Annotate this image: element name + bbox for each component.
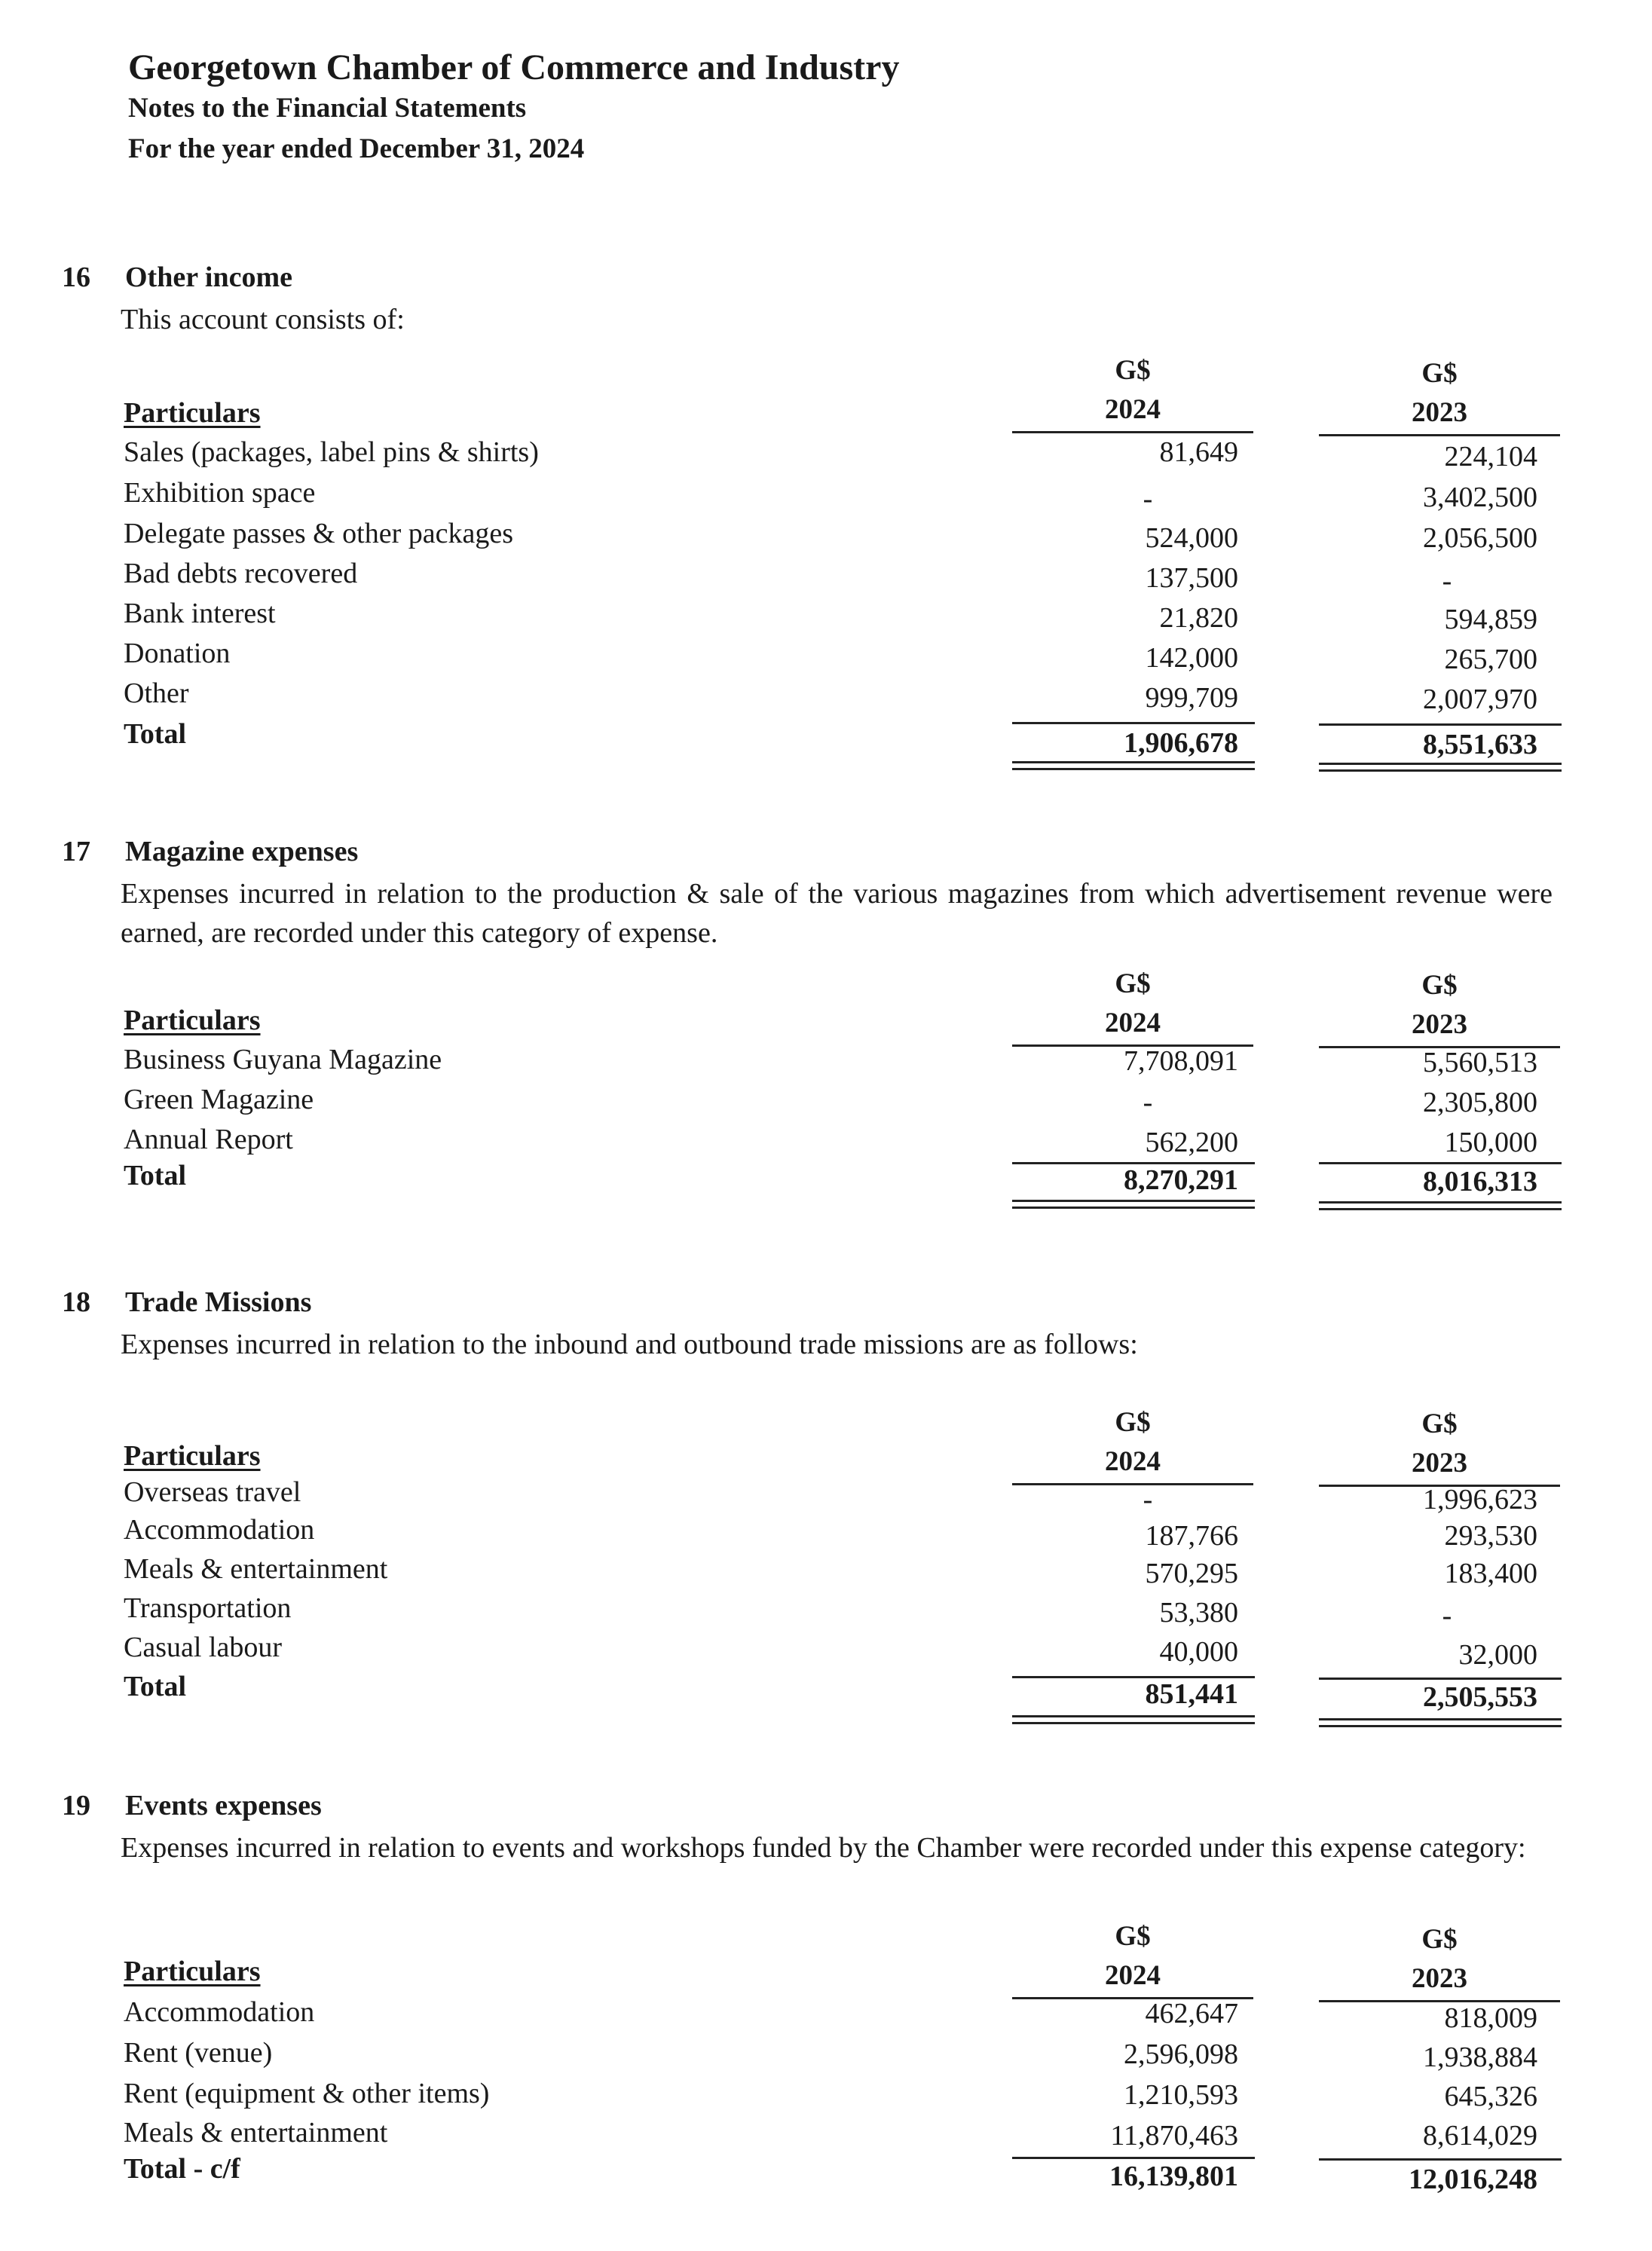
table-row — [0, 1083, 1652, 1123]
table-row — [0, 557, 1652, 597]
column-header-2024 — [1012, 1917, 1253, 1999]
value-2023: 8,614,029 — [1423, 2120, 1537, 2152]
value-2024: 570,295 — [1145, 1558, 1238, 1589]
value-2023: 1,996,623 — [1423, 1484, 1537, 1515]
table-total-row — [0, 2152, 1652, 2195]
total-2023: 12,016,248 — [1409, 2164, 1537, 2195]
table-row — [0, 2116, 1652, 2156]
table-row — [0, 1631, 1652, 1671]
column-header-2023 — [1319, 966, 1560, 1048]
total-label: Total - c/f — [124, 2153, 240, 2185]
year-label: 2024 — [1105, 1446, 1161, 1477]
particulars-header: Particulars — [124, 1005, 261, 1036]
organization-name: Georgetown Chamber of Commerce and Industry — [128, 47, 900, 87]
value-2024: 524,000 — [1145, 522, 1238, 554]
table-row — [0, 597, 1652, 637]
currency-label: G$ — [1115, 968, 1151, 999]
value-2024: 187,766 — [1145, 1520, 1238, 1552]
value-2024: - — [1143, 1087, 1153, 1118]
note-description: This account consists of: — [121, 304, 405, 335]
value-2023: 224,104 — [1444, 441, 1537, 473]
value-2023: 183,400 — [1444, 1558, 1537, 1589]
value-2023: 594,859 — [1444, 604, 1537, 635]
value-2024: 137,500 — [1145, 562, 1238, 594]
value-2023: 32,000 — [1458, 1639, 1537, 1671]
row-label: Donation — [124, 638, 231, 669]
value-2024: 11,870,463 — [1110, 2120, 1238, 2152]
row-label: Bank interest — [124, 598, 276, 629]
value-2024: 142,000 — [1145, 642, 1238, 674]
note-description: Expenses incurred in relation to the production & sale of the various magazines from which advertisement revenue were earned, are recorded under this category of expense. — [121, 878, 1553, 949]
value-2023: 3,402,500 — [1423, 482, 1537, 513]
row-label: Green Magazine — [124, 1084, 314, 1115]
table-row — [0, 1513, 1652, 1553]
statement-title: Notes to the Financial Statements — [128, 93, 527, 124]
table-row — [0, 1043, 1652, 1083]
value-2024: 562,200 — [1145, 1127, 1238, 1158]
value-2023: 5,560,513 — [1423, 1047, 1537, 1078]
note-title: Events expenses — [125, 1790, 322, 1821]
total-2023: 8,551,633 — [1423, 729, 1537, 760]
table-row — [0, 436, 1652, 476]
value-2023: - — [1442, 565, 1452, 597]
row-label: Rent (venue) — [124, 2037, 273, 2069]
year-label: 2023 — [1412, 397, 1467, 428]
value-2024: 1,210,593 — [1124, 2079, 1238, 2111]
value-2024: 7,708,091 — [1124, 1045, 1238, 1077]
currency-label: G$ — [1421, 1924, 1458, 1955]
total-2023: 8,016,313 — [1423, 1166, 1537, 1197]
total-label: Total — [124, 718, 187, 750]
table-row — [0, 1592, 1652, 1632]
value-2023: - — [1442, 1600, 1452, 1632]
value-2023: 293,530 — [1444, 1520, 1537, 1552]
column-header-2023 — [1319, 1920, 1560, 2002]
row-label: Accommodation — [124, 1996, 315, 2028]
table-row — [0, 1476, 1652, 1515]
value-2024: 999,709 — [1145, 682, 1238, 714]
table-row — [0, 1123, 1652, 1163]
value-2023: 2,305,800 — [1423, 1087, 1537, 1118]
value-2023: 645,326 — [1444, 2081, 1537, 2112]
column-header-2024 — [1012, 351, 1253, 433]
table-row — [0, 677, 1652, 717]
row-label: Other — [124, 677, 189, 709]
note-description: Expenses incurred in relation to events and workshops funded by the Chamber were recorded under this expense category: — [121, 1832, 1526, 1864]
year-label: 2023 — [1412, 1009, 1467, 1040]
note-number: 16 — [62, 261, 90, 293]
value-2023: 1,938,884 — [1423, 2041, 1537, 2073]
value-2023: 265,700 — [1444, 644, 1537, 675]
column-header-2023 — [1319, 1405, 1560, 1487]
total-2024: 851,441 — [1145, 1678, 1238, 1710]
particulars-header: Particulars — [124, 1956, 261, 1987]
reporting-period: For the year ended December 31, 2024 — [128, 133, 585, 164]
row-label: Bad debts recovered — [124, 558, 358, 589]
total-2023: 2,505,553 — [1423, 1681, 1537, 1713]
note-number: 17 — [62, 836, 90, 867]
currency-label: G$ — [1115, 1407, 1151, 1438]
value-2024: 53,380 — [1159, 1597, 1238, 1629]
column-header-2024 — [1012, 1403, 1253, 1485]
row-label: Rent (equipment & other items) — [124, 2078, 490, 2109]
value-2023: 2,007,970 — [1423, 684, 1537, 715]
table-row — [0, 2036, 1652, 2076]
year-label: 2024 — [1105, 394, 1161, 425]
year-label: 2024 — [1105, 1008, 1161, 1038]
note-title: Magazine expenses — [125, 836, 359, 867]
value-2024: - — [1143, 483, 1153, 515]
value-2024: 2,596,098 — [1124, 2038, 1238, 2070]
page-header — [128, 47, 899, 169]
row-label: Meals & entertainment — [124, 2117, 388, 2149]
row-label: Delegate passes & other packages — [124, 518, 514, 549]
year-label: 2023 — [1412, 1448, 1467, 1479]
note-title: Other income — [125, 261, 292, 293]
value-2023: 150,000 — [1444, 1127, 1537, 1158]
column-header-2023 — [1319, 354, 1560, 436]
table-row — [0, 476, 1652, 516]
particulars-header: Particulars — [124, 397, 261, 429]
year-label: 2023 — [1412, 1963, 1467, 1994]
value-2023: 818,009 — [1444, 2002, 1537, 2034]
total-label: Total — [124, 1160, 187, 1191]
table-row — [0, 517, 1652, 557]
value-2024: 81,649 — [1159, 436, 1238, 468]
value-2023: 2,056,500 — [1423, 522, 1537, 554]
table-row — [0, 637, 1652, 677]
table-total-row — [0, 1670, 1652, 1713]
value-2024: - — [1143, 1484, 1153, 1515]
currency-label: G$ — [1421, 358, 1458, 389]
table-total-row — [0, 1159, 1652, 1199]
total-2024: 1,906,678 — [1124, 727, 1238, 759]
currency-label: G$ — [1115, 355, 1151, 386]
row-label: Overseas travel — [124, 1476, 301, 1508]
row-label: Transportation — [124, 1592, 292, 1624]
table-row — [0, 1552, 1652, 1592]
year-label: 2024 — [1105, 1960, 1161, 1991]
note-number: 18 — [62, 1286, 90, 1318]
total-2024: 8,270,291 — [1124, 1164, 1238, 1196]
currency-label: G$ — [1421, 970, 1458, 1001]
value-2024: 21,820 — [1159, 602, 1238, 634]
table-row — [0, 1996, 1652, 2035]
currency-label: G$ — [1421, 1408, 1458, 1439]
row-label: Casual labour — [124, 1632, 283, 1663]
total-label: Total — [124, 1671, 187, 1702]
row-label: Accommodation — [124, 1514, 315, 1546]
note-number: 19 — [62, 1790, 90, 1821]
note-description: Expenses incurred in relation to the inbound and outbound trade missions are as follows: — [121, 1329, 1138, 1360]
row-label: Business Guyana Magazine — [124, 1044, 442, 1075]
note-title: Trade Missions — [125, 1286, 312, 1318]
currency-label: G$ — [1115, 1921, 1151, 1952]
table-total-row — [0, 717, 1652, 760]
row-label: Meals & entertainment — [124, 1553, 388, 1585]
total-2024: 16,139,801 — [1109, 2161, 1238, 2192]
table-row — [0, 2077, 1652, 2117]
value-2024: 40,000 — [1159, 1636, 1238, 1668]
row-label: Sales (packages, label pins & shirts) — [124, 436, 539, 468]
particulars-header: Particulars — [124, 1440, 261, 1472]
value-2024: 462,647 — [1145, 1998, 1238, 2029]
column-header-2024 — [1012, 965, 1253, 1047]
row-label: Annual Report — [124, 1124, 293, 1155]
row-label: Exhibition space — [124, 477, 316, 509]
